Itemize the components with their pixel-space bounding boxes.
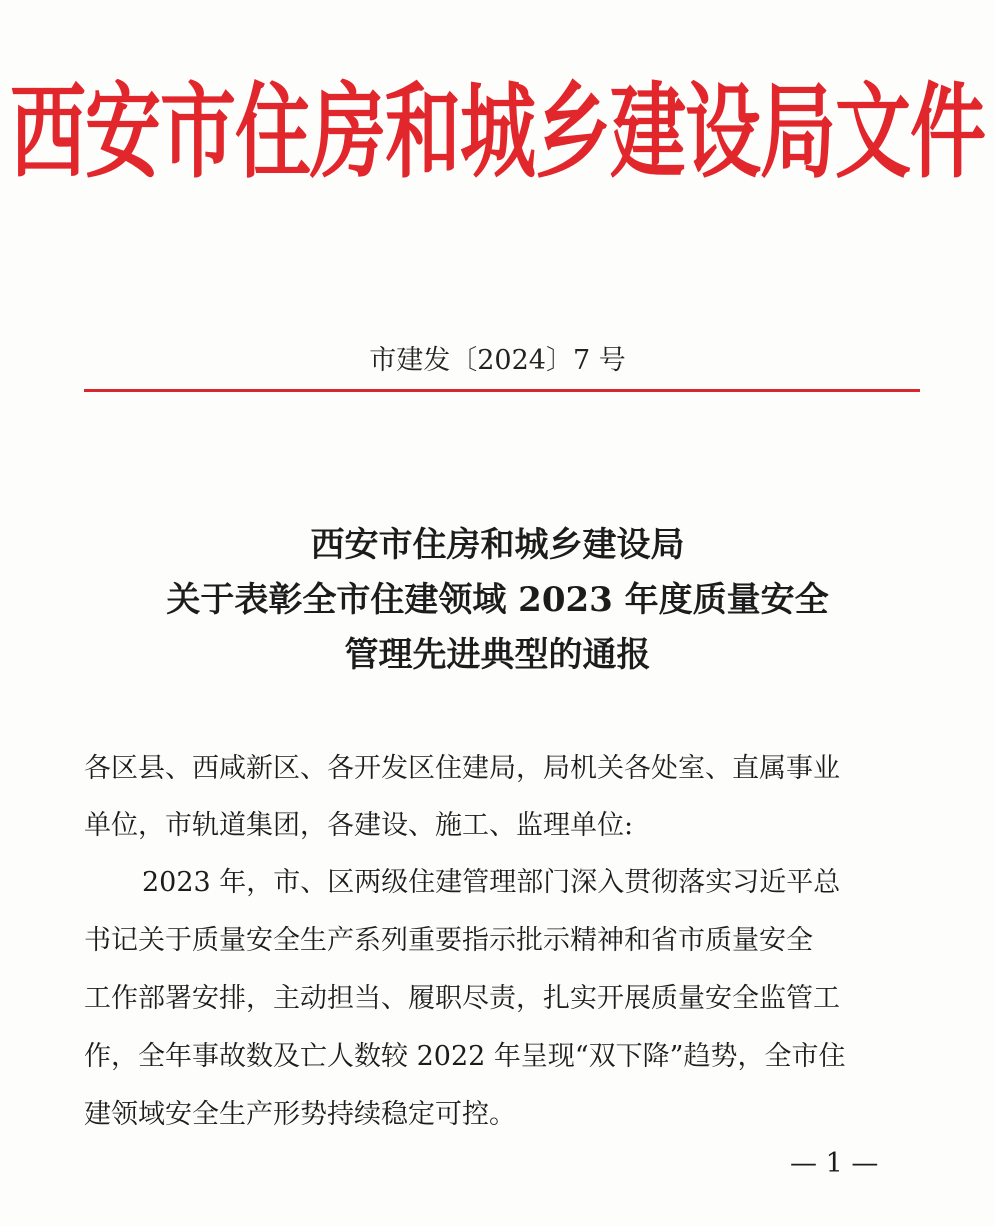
salutation: [84, 740, 924, 854]
body-line-5: 建领域安全生产形势持续稳定可控。: [84, 1099, 516, 1130]
document-header-title: 西安市住房和城乡建设局文件: [10, 71, 985, 192]
notice-title-line-3: 管理先进典型的通报: [344, 635, 651, 675]
page-number: — 1 —: [790, 1148, 879, 1179]
red-divider-line: [84, 389, 920, 392]
notice-title: [0, 518, 995, 683]
body-paragraph: [84, 854, 924, 1144]
salutation-line-1: 各区县、西咸新区、各开发区住建局，局机关各处室、直属事业: [84, 753, 840, 784]
salutation-line-2: 单位，市轨道集团，各建设、施工、监理单位:: [84, 810, 634, 841]
body-line-1: 2023 年，市、区两级住建管理部门深入贯彻落实习近平总: [142, 867, 841, 898]
body-line-4: 作，全年事故数及亡人数较 2022 年呈现“双下降”趋势，全市住: [84, 1041, 846, 1072]
notice-title-line-2: 关于表彰全市住建领域 2023 年度质量安全: [166, 580, 829, 620]
body-line-3: 工作部署安排，主动担当、履职尽责，扎实开展质量安全监管工: [84, 983, 840, 1014]
notice-title-line-1: 西安市住房和城乡建设局: [310, 525, 685, 565]
body-line-2: 书记关于质量安全生产系列重要指示批示精神和省市质量安全: [84, 925, 813, 956]
document-number: 市建发〔2024〕7 号: [369, 345, 626, 376]
